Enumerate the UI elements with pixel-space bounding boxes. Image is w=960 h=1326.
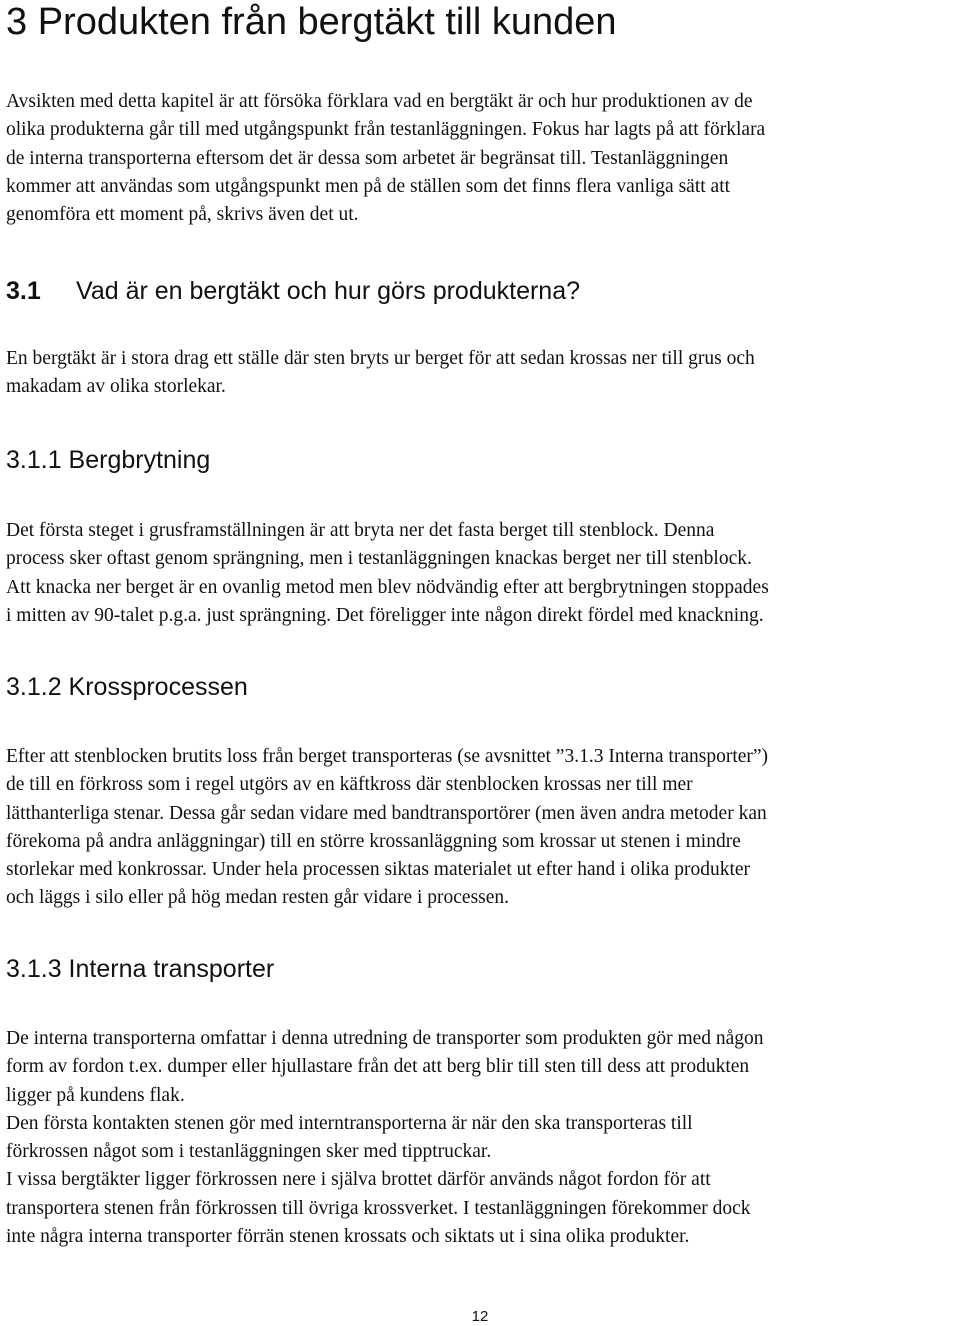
text-line: Den första kontakten stenen gör med interntransporterna är när den ska transporteras till bbox=[6, 1112, 693, 1134]
text-line: process sker oftast genom sprängning, men i testanläggningen knackas berget ner till stenblock. bbox=[6, 548, 752, 570]
section-3-1-2-paragraph bbox=[6, 743, 954, 913]
intro-paragraph bbox=[6, 88, 954, 229]
chapter-title: 3 Produkten från bergtäkt till kunden bbox=[6, 1, 617, 43]
text-line: förekoma på andra anläggningar) till en större krossanläggning som krossar ut stenen i mindre bbox=[6, 830, 741, 852]
text-line: förkrossen något som i testanläggningen sker med tipptruckar. bbox=[6, 1141, 492, 1163]
section-heading-3-1-2: 3.1.2 Krossprocessen bbox=[6, 673, 248, 701]
text-line: transportera stenen från förkrossen till övriga krossverket. I testanläggningen förekommer dock bbox=[6, 1197, 751, 1219]
section-3-1-1-paragraph bbox=[6, 517, 954, 630]
text-line: Det första steget i grusframställningen är att bryta ner det fasta berget till stenblock. Denna bbox=[6, 520, 715, 541]
page-number: 12 bbox=[471, 1308, 489, 1325]
text-line: inte några interna transporter förrän stenen krossats och siktats ut i sina olika produkter. bbox=[6, 1226, 690, 1248]
text-line: De interna transporterna omfattar i denna utredning de transporter som produkten gör med någon bbox=[6, 1028, 764, 1049]
section-number: 3.1 bbox=[6, 277, 41, 305]
section-heading-3-1-3: 3.1.3 Interna transporter bbox=[6, 955, 275, 983]
text-line: kommer att användas som utgångspunkt men på de ställen som det finns flera vanliga sätt att bbox=[6, 175, 731, 197]
text-line: En bergtäkt är i stora drag ett ställe där sten bryts ur berget för att sedan krossas ner till grus och bbox=[6, 348, 755, 369]
text-line: de interna transporterna eftersom det är dessa som arbetet är begränsat till. Testanläggningen bbox=[6, 147, 729, 169]
text-line: de till en förkross som i regel utgörs av en käftkross där stenblocken krossas ner till mer bbox=[6, 774, 693, 796]
section-3-1-3-paragraph bbox=[6, 1025, 954, 1251]
text-line: Avsikten med detta kapitel är att försöka förklara vad en bergtäkt är och hur produktionen av de bbox=[6, 91, 753, 112]
text-line: form av fordon t.ex. dumper eller hjullastare från det att berg blir till sten till dess att produkten bbox=[6, 1056, 750, 1078]
text-line: I vissa bergtäkter ligger förkrossen nere i själva brottet därför används något fordon för att bbox=[6, 1169, 711, 1191]
text-line: ligger på kundens flak. bbox=[6, 1084, 185, 1106]
section-heading-3-1-1: 3.1.1 Bergbrytning bbox=[6, 446, 211, 474]
text-line: Efter att stenblocken brutits loss från berget transporteras (se avsnittet ”3.1.3 Interna transporter”) bbox=[6, 746, 769, 767]
text-line: olika produkterna går till med utgångspunkt från testanläggningen. Fokus har lagts på att förklara bbox=[6, 119, 766, 141]
text-line: makadam av olika storlekar. bbox=[6, 376, 226, 398]
text-line: Att knacka ner berget är en ovanlig metod men blev nödvändig efter att bergbrytningen stoppades bbox=[6, 576, 769, 598]
text-line: genomföra ett moment på, skrivs även det ut. bbox=[6, 204, 359, 226]
text-line: och läggs i silo eller på hög medan resten går vidare i processen. bbox=[6, 887, 510, 909]
text-line: storlekar med konkrossar. Under hela processen siktas materialet ut efter hand i olika produkter bbox=[6, 859, 751, 881]
section-3-1-paragraph bbox=[6, 345, 954, 402]
text-line: i mitten av 90-talet p.g.a. just sprängning. Det föreligger inte någon direkt fördel med knackning. bbox=[6, 604, 764, 626]
section-title: Vad är en bergtäkt och hur görs produkterna? bbox=[76, 277, 581, 305]
section-heading-3-1 bbox=[6, 276, 580, 306]
text-line: lätthanterliga stenar. Dessa går sedan vidare med bandtransportörer (men även andra metoder kan bbox=[6, 802, 767, 824]
